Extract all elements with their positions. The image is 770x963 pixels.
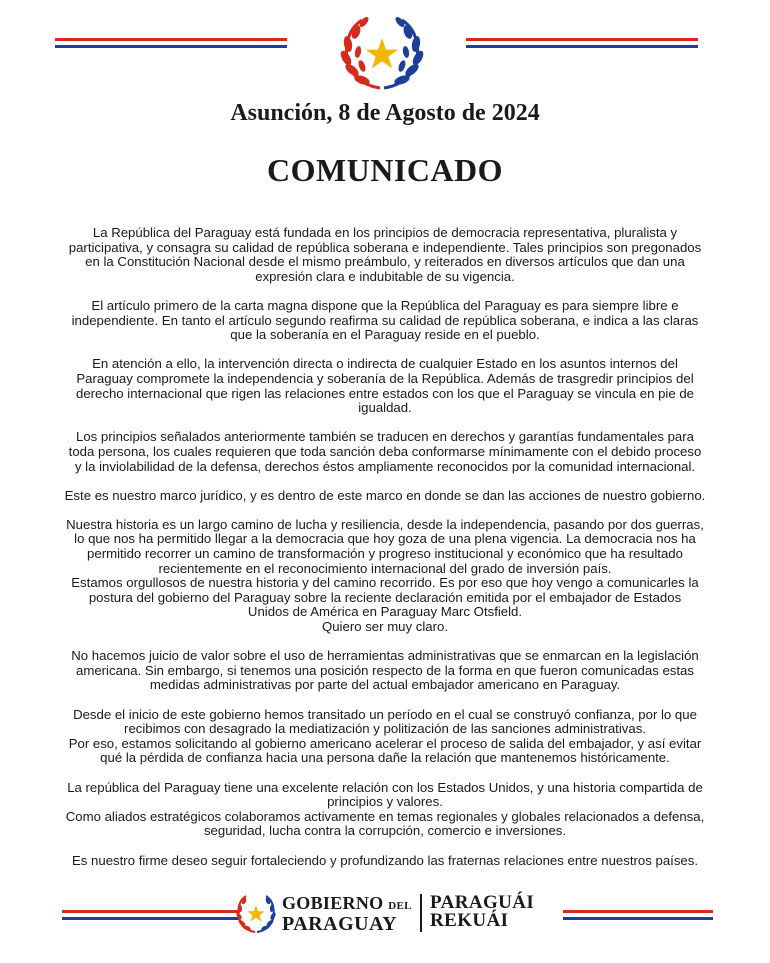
government-name: [282, 894, 412, 933]
paragraph-line: recientemente en el reconocimiento internacional del grado de inversión país.: [158, 560, 612, 576]
paragraph-line: principios y valores.: [327, 794, 443, 810]
paragraph-line: derecho internacional que rigen las relaciones entre estados con los que el Paraguay se vincula en pie de: [75, 385, 695, 401]
flag-stripes-bottom-right: [563, 910, 713, 924]
paragraph-line: en la Constitución Nacional desde el mismo preámbulo, y reiterados en diversos artículos que dan una: [85, 254, 685, 270]
paragraph: [60, 299, 710, 343]
paragraph: [60, 518, 710, 635]
paragraph-line: Por eso, estamos solicitando al gobierno americano acelerar el proceso de salida del embajador, y así evitar: [68, 735, 702, 751]
paragraph-line: El artículo primero de la carta magna dispone que la República del Paraguay es para siempre libre e: [91, 297, 679, 313]
paragraph-line: No hacemos juicio de valor sobre el uso de herramientas administrativas que se enmarcan en la legislación: [71, 648, 699, 664]
gov-name-line1: GOBIERNO: [282, 893, 384, 913]
paragraph-line: expresión clara e indubitable de su vigencia.: [255, 268, 515, 284]
gov-name-del: DEL: [388, 900, 412, 912]
paragraph-line: Unidos de América en Paraguay Marc Otsfield.: [247, 604, 523, 620]
paragraph-line: Como aliados estratégicos colaboramos activamente en temas regionales y globales relacionados a defensa,: [65, 808, 705, 824]
paragraph-line: igualdad.: [358, 400, 412, 416]
paragraph-line: participativa, y consagra su calidad de república soberana e independiente. Tales principios son pregonados: [68, 239, 702, 255]
paragraph-line: recibimos con desagrado la mediatización y politización de las sanciones administrativas.: [124, 721, 646, 737]
statement-body: [60, 226, 710, 883]
paragraph-line: toda persona, los cuales requieren que toda sanción deba conformarse mínimamente con el debido proceso: [68, 443, 702, 459]
paragraph-line: independiente. En tanto el artículo segundo reafirma su calidad de república soberana, e indica a las claras: [71, 312, 699, 328]
paragraph: [60, 489, 710, 504]
paragraph: [60, 708, 710, 766]
paragraph-line: La república del Paraguay tiene una excelente relación con los Estados Unidos, y una historia compartida de: [67, 779, 703, 795]
paragraph: [60, 649, 710, 693]
paragraph-line: Desde el inicio de este gobierno hemos transitado un período en el cual se construyó confianza, por lo que: [73, 706, 697, 722]
paragraph-line: permitido recorrer un camino de transformación y progreso institucional y económico que ha resultado: [87, 546, 683, 562]
paragraph-line: En atención a ello, la intervención directa o indirecta de cualquier Estado en los asuntos internos del: [92, 356, 678, 372]
paragraph: [60, 226, 710, 284]
page-title: COMUNICADO: [266, 152, 504, 188]
paragraph-line: Los principios señalados anteriormente también se traducen en derechos y garantías fundamentales para: [76, 429, 694, 445]
gn-name-line1: PARAGUÁI: [430, 892, 535, 913]
logo-divider: [420, 894, 422, 932]
flag-stripes-bottom-left: [62, 910, 240, 924]
paragraph: [60, 781, 710, 839]
paragraph: [60, 357, 710, 415]
paragraph-line: seguridad, lucha contra la corrupción, comercio e inversiones.: [203, 823, 567, 839]
paragraph-line: Este es nuestro marco jurídico, y es dentro de este marco en donde se dan las acciones de nuestro gobierno.: [64, 487, 706, 503]
paragraph-line: La República del Paraguay está fundada en los principios de democracia representativa, pluralista y: [92, 225, 678, 240]
government-logo: [234, 890, 544, 936]
paragraph-line: qué la pérdida de confianza hacia una persona dañe la relación que mantenemos históricamente.: [100, 750, 670, 766]
paragraph-line: que la soberanía en el Paraguay reside en el pueblo.: [230, 327, 540, 343]
paragraph-line: lo que nos ha permitido llegar a la democracia que hoy goza de una plena vigencia. La democracia nos ha: [74, 531, 696, 547]
paragraph-line: Estamos orgullosos de nuestra historia y del camino recorrido. Es por eso que hoy vengo a comunicarles la: [71, 575, 699, 591]
paragraph-line: y la inviolabilidad de la defensa, derechos éstos ampliamente reconocidos por la comunidad internacional.: [74, 458, 696, 474]
paragraph-line: Es nuestro firme deseo seguir fortaleciendo y profundizando las fraternas relaciones entre nuestros países.: [71, 852, 699, 868]
paragraph-line: Quiero ser muy claro.: [321, 619, 449, 635]
dateline: Asunción, 8 de Agosto de 2024: [230, 100, 540, 126]
guarani-name: [430, 894, 534, 930]
paragraph: [60, 430, 710, 474]
gov-name-line2: PARAGUAY: [282, 913, 398, 935]
flag-stripes-top-left: [55, 38, 287, 52]
national-emblem-icon: [334, 12, 430, 92]
paragraph: [60, 854, 710, 869]
small-emblem-icon: [234, 892, 278, 934]
flag-stripes-top-right: [466, 38, 698, 52]
paragraph-line: Nuestra historia es un largo camino de lucha y resiliencia, desde la independencia, pasando por dos guerras,: [66, 516, 704, 532]
paragraph-line: Paraguay compromete la independencia y soberanía de la República. Además de trasgredir principios del: [76, 370, 694, 386]
paragraph-line: postura del gobierno del Paraguay sobre la reciente declaración emitida por el embajador de Estados: [88, 589, 682, 605]
paragraph-line: americana. Sin embargo, si tenemos una posición respecto de la forma en que fueron comunicadas estas: [76, 662, 694, 678]
paragraph-line: medidas administrativas por parte del actual embajador americano en Paraguay.: [149, 677, 621, 693]
gn-name-line2: REKUÁI: [430, 910, 509, 931]
